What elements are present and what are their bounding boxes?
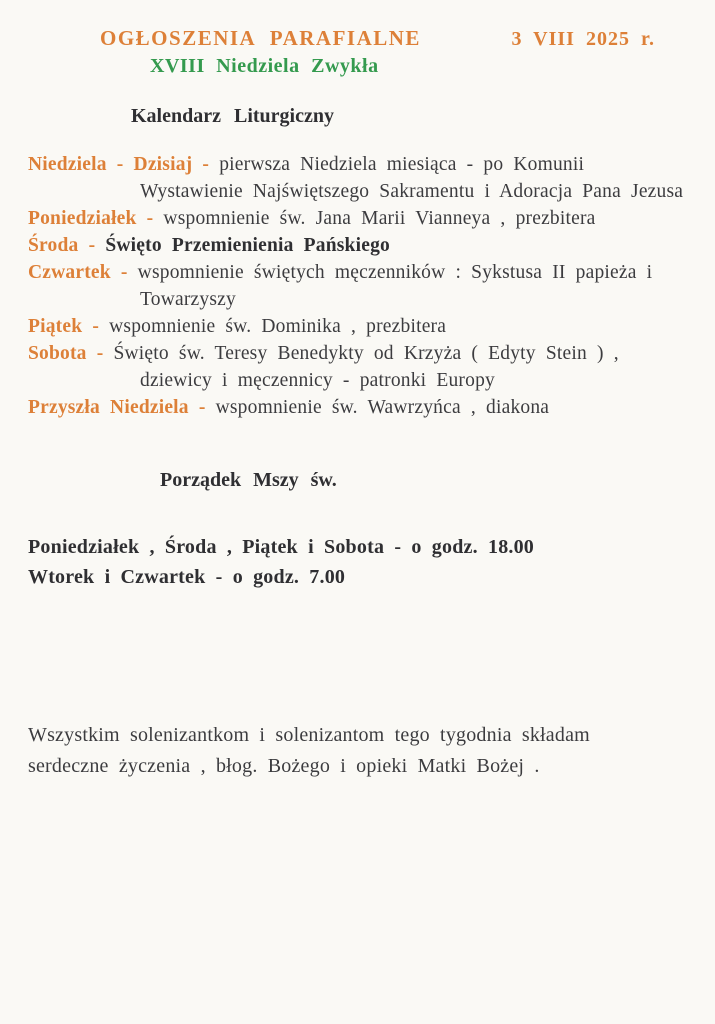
calendar-entry-text: wspomnienie św. Jana Marii Vianneya , prezbitera bbox=[163, 208, 596, 229]
calendar-entry-day-label: Czwartek - bbox=[28, 262, 138, 283]
calendar-entry-text: wspomnienie św. Wawrzyńca , diakona bbox=[215, 397, 550, 418]
calendar-entry bbox=[28, 205, 691, 232]
mass-schedule-line: Poniedziałek , Środa , Piątek i Sobota - o godz. 18.00 bbox=[28, 536, 535, 558]
mass-schedule-line: Wtorek i Czwartek - o godz. 7.00 bbox=[28, 566, 346, 588]
liturgical-sunday-subtitle: XVIII Niedziela Zwykła bbox=[150, 55, 379, 77]
calendar-entry-day-label: Środa - bbox=[28, 235, 106, 256]
calendar-entry-day-label: Sobota - bbox=[28, 343, 114, 364]
calendar-entry bbox=[28, 232, 691, 259]
page-title: OGŁOSZENIA PARAFIALNE bbox=[100, 26, 421, 50]
liturgical-calendar-heading: Kalendarz Liturgiczny bbox=[131, 105, 334, 127]
mass-schedule-heading: Porządek Mszy św. bbox=[160, 469, 337, 491]
calendar-entry-text: wspomnienie świętych męczenników : Sykstusa II papieża i Towarzyszy bbox=[137, 262, 653, 310]
calendar-entry-text: Święto św. Teresy Benedykty od Krzyża ( Edyty Stein ) , dziewicy i męczennicy - patronki Europy bbox=[113, 343, 619, 391]
calendar-entry-text: pierwsza Niedziela miesiąca - po Komunii Wystawienie Najświętszego Sakramentu i Adoracja Pana Jezusa bbox=[140, 154, 684, 202]
liturgical-calendar-list bbox=[28, 151, 691, 421]
calendar-entry-text: Święto Przemienienia Pańskiego bbox=[105, 235, 390, 256]
name-day-wishes-text: Wszystkim solenizantkom i solenizantom tego tygodnia składam serdeczne życzenia , błog. Bożego i opieki Matki Bożej . bbox=[28, 724, 590, 777]
calendar-entry bbox=[28, 340, 691, 394]
mass-schedule-list bbox=[28, 532, 691, 592]
header bbox=[0, 0, 715, 51]
calendar-entry bbox=[28, 394, 691, 421]
page-date: 3 VIII 2025 r. bbox=[511, 28, 655, 50]
calendar-entry bbox=[28, 151, 691, 205]
calendar-entry-text: wspomnienie św. Dominika , prezbitera bbox=[109, 316, 447, 337]
calendar-entry-day-label: Piątek - bbox=[28, 316, 110, 337]
calendar-entry bbox=[28, 313, 691, 340]
calendar-entry bbox=[28, 259, 691, 313]
calendar-entry-day-label: Poniedziałek - bbox=[28, 208, 164, 229]
calendar-entry-day-label: Niedziela - Dzisiaj - bbox=[28, 154, 220, 175]
calendar-entry-day-label: Przyszła Niedziela - bbox=[28, 397, 216, 418]
